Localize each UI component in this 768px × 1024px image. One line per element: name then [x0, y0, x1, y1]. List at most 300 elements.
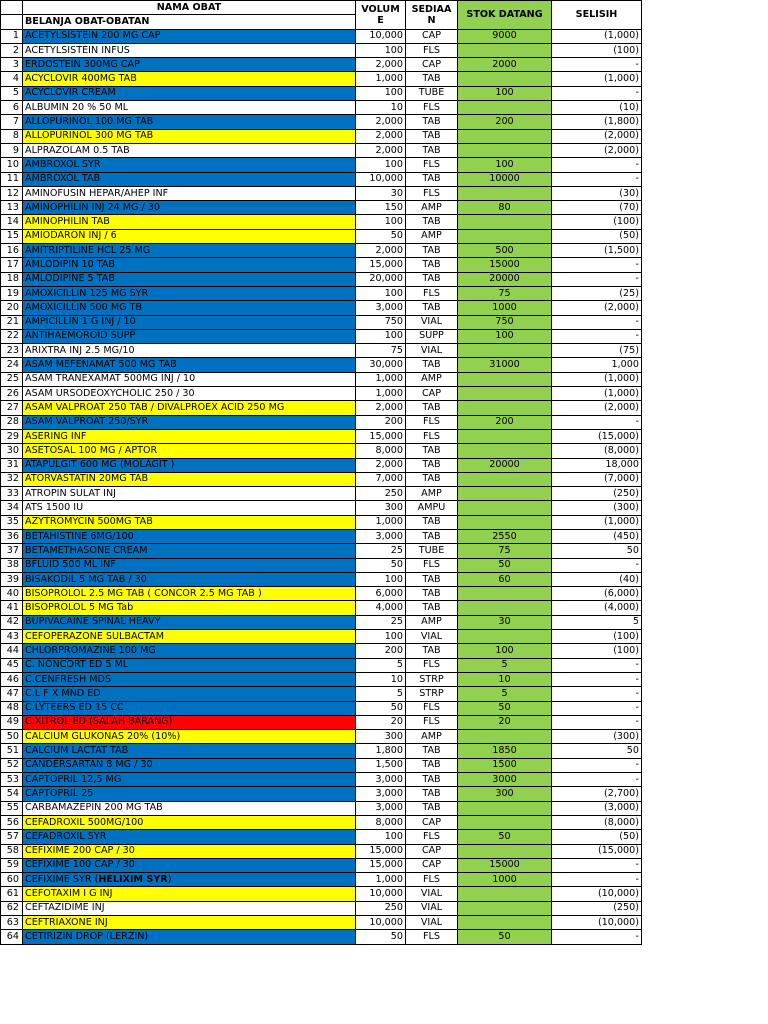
drug-name-cell[interactable]: CEFIXIME 200 CAP / 30 — [23, 844, 356, 858]
volume-cell[interactable]: 6,000 — [356, 587, 406, 601]
row-number-cell[interactable]: 20 — [1, 301, 23, 315]
drug-name-cell[interactable]: ALLOPURINOL 300 MG TAB — [23, 129, 356, 143]
volume-cell[interactable]: 1,500 — [356, 758, 406, 772]
header-nama-obat[interactable]: NAMA OBAT — [23, 1, 356, 15]
stok-datang-cell[interactable]: 15000 — [458, 258, 552, 272]
stok-datang-cell[interactable]: 10000 — [458, 172, 552, 186]
drug-name-cell[interactable]: ASAM VALPROAT 250/SYR — [23, 415, 356, 429]
selisih-cell[interactable]: (1,500) — [552, 244, 642, 258]
volume-cell[interactable]: 10,000 — [356, 916, 406, 930]
volume-cell[interactable]: 2,000 — [356, 58, 406, 72]
row-number-cell[interactable]: 61 — [1, 887, 23, 901]
selisih-cell[interactable]: - — [552, 687, 642, 701]
volume-cell[interactable]: 1,000 — [356, 387, 406, 401]
row-number-cell[interactable]: 40 — [1, 587, 23, 601]
stok-datang-cell[interactable] — [458, 401, 552, 415]
selisih-cell[interactable]: (70) — [552, 201, 642, 215]
drug-name-cell[interactable]: ASAM URSODEOXYCHOLIC 250 / 30 — [23, 387, 356, 401]
volume-cell[interactable]: 25 — [356, 615, 406, 629]
row-number-cell[interactable]: 52 — [1, 758, 23, 772]
drug-name-cell[interactable]: ARIXTRA INJ 2.5 MG/10 — [23, 344, 356, 358]
sediaan-cell[interactable]: TAB — [406, 143, 458, 157]
row-number-cell[interactable]: 50 — [1, 730, 23, 744]
stok-datang-cell[interactable]: 1500 — [458, 758, 552, 772]
selisih-cell[interactable]: (3,000) — [552, 801, 642, 815]
stok-datang-cell[interactable] — [458, 429, 552, 443]
row-number-cell[interactable]: 64 — [1, 930, 23, 944]
drug-name-cell[interactable]: ATAPULGIT 600 MG (MOLAGIT ) — [23, 458, 356, 472]
volume-cell[interactable]: 100 — [356, 86, 406, 100]
stok-datang-cell[interactable]: 30 — [458, 615, 552, 629]
volume-cell[interactable]: 15,000 — [356, 429, 406, 443]
row-number-cell[interactable]: 59 — [1, 858, 23, 872]
volume-cell[interactable]: 10 — [356, 101, 406, 115]
row-number-cell[interactable]: 12 — [1, 186, 23, 200]
row-number-cell[interactable]: 31 — [1, 458, 23, 472]
sediaan-cell[interactable]: FLS — [406, 930, 458, 944]
stok-datang-cell[interactable]: 60 — [458, 572, 552, 586]
row-number-cell[interactable]: 43 — [1, 630, 23, 644]
sediaan-cell[interactable]: CAP — [406, 387, 458, 401]
drug-name-cell[interactable]: ASERING INF — [23, 429, 356, 443]
selisih-cell[interactable]: (300) — [552, 730, 642, 744]
volume-cell[interactable]: 20 — [356, 715, 406, 729]
row-number-cell[interactable]: 48 — [1, 701, 23, 715]
stok-datang-cell[interactable] — [458, 444, 552, 458]
stok-datang-cell[interactable] — [458, 72, 552, 86]
sediaan-cell[interactable]: FLS — [406, 558, 458, 572]
volume-cell[interactable]: 100 — [356, 43, 406, 57]
stok-datang-cell[interactable]: 100 — [458, 644, 552, 658]
sediaan-cell[interactable]: FLS — [406, 429, 458, 443]
volume-cell[interactable]: 10,000 — [356, 172, 406, 186]
sediaan-cell[interactable]: SUPP — [406, 329, 458, 343]
sediaan-cell[interactable]: TAB — [406, 244, 458, 258]
stok-datang-cell[interactable]: 3000 — [458, 773, 552, 787]
sediaan-cell[interactable]: TAB — [406, 744, 458, 758]
drug-name-cell[interactable]: AMPICILLIN 1 G INJ / 10 — [23, 315, 356, 329]
selisih-cell[interactable]: - — [552, 329, 642, 343]
drug-name-cell[interactable]: ACYCLOVIR 400MG TAB — [23, 72, 356, 86]
row-number-cell[interactable]: 25 — [1, 372, 23, 386]
sediaan-cell[interactable]: FLS — [406, 415, 458, 429]
drug-name-cell[interactable]: BISOPROLOL 5 MG Tab — [23, 601, 356, 615]
row-number-cell[interactable]: 7 — [1, 115, 23, 129]
selisih-cell[interactable]: - — [552, 672, 642, 686]
row-number-cell[interactable]: 54 — [1, 787, 23, 801]
drug-name-cell[interactable]: C.L F X MND ED — [23, 687, 356, 701]
sediaan-cell[interactable]: VIAL — [406, 916, 458, 930]
selisih-cell[interactable]: (2,000) — [552, 301, 642, 315]
selisih-cell[interactable]: (1,000) — [552, 515, 642, 529]
row-number-cell[interactable]: 2 — [1, 43, 23, 57]
drug-name-cell[interactable]: BETAMETHASONE CREAM — [23, 544, 356, 558]
row-number-cell[interactable]: 39 — [1, 572, 23, 586]
volume-cell[interactable]: 100 — [356, 572, 406, 586]
drug-name-cell[interactable]: ALPRAZOLAM 0.5 TAB — [23, 143, 356, 157]
row-number-cell[interactable]: 6 — [1, 101, 23, 115]
stok-datang-cell[interactable] — [458, 815, 552, 829]
selisih-cell[interactable]: - — [552, 415, 642, 429]
row-number-cell[interactable]: 4 — [1, 72, 23, 86]
volume-cell[interactable]: 100 — [356, 329, 406, 343]
volume-cell[interactable]: 750 — [356, 315, 406, 329]
volume-cell[interactable]: 2,000 — [356, 458, 406, 472]
row-number-cell[interactable]: 29 — [1, 429, 23, 443]
sediaan-cell[interactable]: VIAL — [406, 887, 458, 901]
drug-name-cell[interactable]: ASETOSAL 100 MG / APTOR — [23, 444, 356, 458]
volume-cell[interactable]: 3,000 — [356, 301, 406, 315]
volume-cell[interactable]: 100 — [356, 286, 406, 300]
sediaan-cell[interactable]: VIAL — [406, 315, 458, 329]
row-number-cell[interactable]: 57 — [1, 830, 23, 844]
volume-cell[interactable]: 1,000 — [356, 72, 406, 86]
drug-name-cell[interactable]: CALCIUM LACTAT TAB — [23, 744, 356, 758]
sediaan-cell[interactable]: FLS — [406, 158, 458, 172]
sediaan-cell[interactable]: TAB — [406, 272, 458, 286]
sediaan-cell[interactable]: CAP — [406, 29, 458, 43]
sediaan-cell[interactable]: AMP — [406, 615, 458, 629]
selisih-cell[interactable]: (1,000) — [552, 387, 642, 401]
row-number-cell[interactable]: 62 — [1, 901, 23, 915]
drug-name-cell[interactable]: BISAKODIL 5 MG TAB / 30 — [23, 572, 356, 586]
drug-name-cell[interactable]: AMOXICILLIN 125 MG SYR — [23, 286, 356, 300]
sediaan-cell[interactable]: FLS — [406, 830, 458, 844]
sediaan-cell[interactable]: STRP — [406, 672, 458, 686]
selisih-cell[interactable]: (10) — [552, 101, 642, 115]
volume-cell[interactable]: 25 — [356, 544, 406, 558]
stok-datang-cell[interactable] — [458, 844, 552, 858]
stok-datang-cell[interactable] — [458, 43, 552, 57]
sediaan-cell[interactable]: TAB — [406, 773, 458, 787]
stok-datang-cell[interactable]: 20000 — [458, 272, 552, 286]
stok-datang-cell[interactable]: 300 — [458, 787, 552, 801]
selisih-cell[interactable]: (100) — [552, 630, 642, 644]
drug-name-cell[interactable]: AMBROXOL TAB — [23, 172, 356, 186]
row-number-cell[interactable]: 23 — [1, 344, 23, 358]
volume-cell[interactable]: 1,000 — [356, 873, 406, 887]
stok-datang-cell[interactable]: 500 — [458, 244, 552, 258]
stok-datang-cell[interactable] — [458, 215, 552, 229]
drug-name-cell[interactable]: ACETYLSISTEIN 200 MG CAP — [23, 29, 356, 43]
stok-datang-cell[interactable]: 15000 — [458, 858, 552, 872]
drug-name-cell[interactable]: ATS 1500 IU — [23, 501, 356, 515]
sediaan-cell[interactable]: TAB — [406, 587, 458, 601]
drug-name-cell[interactable]: ALLOPURINOL 100 MG TAB — [23, 115, 356, 129]
drug-name-cell[interactable]: C.LYTEERS ED 15 CC — [23, 701, 356, 715]
volume-cell[interactable]: 15,000 — [356, 844, 406, 858]
stok-datang-cell[interactable]: 5 — [458, 687, 552, 701]
volume-cell[interactable]: 50 — [356, 558, 406, 572]
sediaan-cell[interactable]: FLS — [406, 873, 458, 887]
sediaan-cell[interactable]: VIAL — [406, 901, 458, 915]
row-number-cell[interactable]: 16 — [1, 244, 23, 258]
stok-datang-cell[interactable]: 100 — [458, 329, 552, 343]
stok-datang-cell[interactable]: 200 — [458, 115, 552, 129]
volume-cell[interactable]: 100 — [356, 158, 406, 172]
sediaan-cell[interactable]: CAP — [406, 58, 458, 72]
volume-cell[interactable]: 1,000 — [356, 372, 406, 386]
drug-name-cell[interactable]: ERDOSTEIN 300MG CAP — [23, 58, 356, 72]
selisih-cell[interactable]: 1,000 — [552, 358, 642, 372]
drug-name-cell[interactable]: C.XITROL ED (SALAH BARANG) — [23, 715, 356, 729]
sediaan-cell[interactable]: AMP — [406, 201, 458, 215]
selisih-cell[interactable]: - — [552, 558, 642, 572]
sediaan-cell[interactable]: AMP — [406, 372, 458, 386]
sediaan-cell[interactable]: CAP — [406, 844, 458, 858]
sediaan-cell[interactable]: TAB — [406, 458, 458, 472]
sediaan-cell[interactable]: FLS — [406, 43, 458, 57]
stok-datang-cell[interactable]: 75 — [458, 286, 552, 300]
stok-datang-cell[interactable]: 2550 — [458, 529, 552, 543]
drug-name-cell[interactable]: ACYCLOVIR CREAM — [23, 86, 356, 100]
stok-datang-cell[interactable]: 100 — [458, 86, 552, 100]
selisih-cell[interactable]: (7,000) — [552, 472, 642, 486]
selisih-cell[interactable]: (15,000) — [552, 844, 642, 858]
volume-cell[interactable]: 2,000 — [356, 115, 406, 129]
drug-name-cell[interactable]: CETIRIZIN DROP (LERZIN) — [23, 930, 356, 944]
stok-datang-cell[interactable]: 10 — [458, 672, 552, 686]
volume-cell[interactable]: 50 — [356, 930, 406, 944]
selisih-cell[interactable]: - — [552, 758, 642, 772]
row-number-cell[interactable]: 13 — [1, 201, 23, 215]
sediaan-cell[interactable]: TAB — [406, 215, 458, 229]
stok-datang-cell[interactable] — [458, 601, 552, 615]
volume-cell[interactable]: 30,000 — [356, 358, 406, 372]
row-number-cell[interactable]: 5 — [1, 86, 23, 100]
selisih-cell[interactable]: - — [552, 873, 642, 887]
drug-name-cell[interactable]: ASAM TRANEXAMAT 500MG INJ / 10 — [23, 372, 356, 386]
drug-name-cell[interactable]: CEFOTAXIM I G INJ — [23, 887, 356, 901]
row-number-cell[interactable]: 22 — [1, 329, 23, 343]
stok-datang-cell[interactable]: 75 — [458, 544, 552, 558]
sediaan-cell[interactable]: TAB — [406, 515, 458, 529]
drug-name-cell[interactable]: AMLODIPIN 10 TAB — [23, 258, 356, 272]
sediaan-cell[interactable]: CAP — [406, 815, 458, 829]
drug-name-cell[interactable]: BISOPROLOL 2.5 MG TAB ( CONCOR 2.5 MG TAB ) — [23, 587, 356, 601]
drug-name-cell[interactable]: AMOXICILLIN 500 MG TB — [23, 301, 356, 315]
volume-cell[interactable]: 15,000 — [356, 858, 406, 872]
subheader-no-cell[interactable] — [1, 15, 23, 29]
stok-datang-cell[interactable] — [458, 229, 552, 243]
selisih-cell[interactable]: - — [552, 58, 642, 72]
stok-datang-cell[interactable] — [458, 344, 552, 358]
volume-cell[interactable]: 1,000 — [356, 515, 406, 529]
drug-name-cell[interactable]: AZYTROMYCIN 500MG TAB — [23, 515, 356, 529]
header-stok-datang[interactable]: STOK DATANG — [458, 1, 552, 30]
sediaan-cell[interactable]: TAB — [406, 301, 458, 315]
drug-name-cell[interactable]: BFLUID 500 ML INF — [23, 558, 356, 572]
selisih-cell[interactable]: - — [552, 158, 642, 172]
sediaan-cell[interactable]: FLS — [406, 286, 458, 300]
drug-name-cell[interactable]: ATORVASTATIN 20MG TAB — [23, 472, 356, 486]
selisih-cell[interactable]: (250) — [552, 487, 642, 501]
volume-cell[interactable]: 2,000 — [356, 244, 406, 258]
selisih-cell[interactable]: - — [552, 272, 642, 286]
selisih-cell[interactable]: (100) — [552, 215, 642, 229]
selisih-cell[interactable]: - — [552, 858, 642, 872]
selisih-cell[interactable]: (25) — [552, 286, 642, 300]
row-number-cell[interactable]: 32 — [1, 472, 23, 486]
row-number-cell[interactable]: 10 — [1, 158, 23, 172]
drug-name-cell[interactable]: CAPTOPRIL 12,5 MG — [23, 773, 356, 787]
volume-cell[interactable]: 200 — [356, 644, 406, 658]
row-number-cell[interactable]: 46 — [1, 672, 23, 686]
selisih-cell[interactable]: - — [552, 773, 642, 787]
selisih-cell[interactable]: - — [552, 172, 642, 186]
sediaan-cell[interactable]: FLS — [406, 701, 458, 715]
volume-cell[interactable]: 250 — [356, 901, 406, 915]
row-number-cell[interactable]: 38 — [1, 558, 23, 572]
drug-name-cell[interactable]: ALBUMIN 20 % 50 ML — [23, 101, 356, 115]
volume-cell[interactable]: 8,000 — [356, 444, 406, 458]
drug-name-cell[interactable]: C.CENFRESH MDS — [23, 672, 356, 686]
sediaan-cell[interactable]: VIAL — [406, 344, 458, 358]
stok-datang-cell[interactable]: 2000 — [458, 58, 552, 72]
sediaan-cell[interactable]: TAB — [406, 801, 458, 815]
selisih-cell[interactable]: (75) — [552, 344, 642, 358]
volume-cell[interactable]: 2,000 — [356, 143, 406, 157]
stok-datang-cell[interactable] — [458, 129, 552, 143]
sediaan-cell[interactable]: TAB — [406, 115, 458, 129]
selisih-cell[interactable]: (1,000) — [552, 372, 642, 386]
drug-name-cell[interactable]: AMBROXOL SYR — [23, 158, 356, 172]
stok-datang-cell[interactable]: 50 — [458, 558, 552, 572]
selisih-cell[interactable]: (40) — [552, 572, 642, 586]
stok-datang-cell[interactable]: 50 — [458, 701, 552, 715]
row-number-cell[interactable]: 28 — [1, 415, 23, 429]
volume-cell[interactable]: 15,000 — [356, 258, 406, 272]
drug-name-cell[interactable]: CAPTOPRIL 25 — [23, 787, 356, 801]
row-number-cell[interactable]: 11 — [1, 172, 23, 186]
stok-datang-cell[interactable] — [458, 730, 552, 744]
row-number-cell[interactable]: 17 — [1, 258, 23, 272]
selisih-cell[interactable]: (50) — [552, 830, 642, 844]
stok-datang-cell[interactable]: 80 — [458, 201, 552, 215]
sediaan-cell[interactable]: AMP — [406, 229, 458, 243]
header-sediaan[interactable]: SEDIAA N — [406, 1, 458, 30]
sediaan-cell[interactable]: TAB — [406, 258, 458, 272]
row-number-cell[interactable]: 45 — [1, 658, 23, 672]
drug-name-cell[interactable]: CHLORPROMAZINE 100 MG — [23, 644, 356, 658]
volume-cell[interactable]: 1,800 — [356, 744, 406, 758]
selisih-cell[interactable]: (2,000) — [552, 401, 642, 415]
stok-datang-cell[interactable] — [458, 101, 552, 115]
drug-name-cell[interactable]: AMITRIPTILINE HCL 25 MG — [23, 244, 356, 258]
volume-cell[interactable]: 150 — [356, 201, 406, 215]
stok-datang-cell[interactable]: 20000 — [458, 458, 552, 472]
drug-name-cell[interactable]: AMIODARON INJ / 6 — [23, 229, 356, 243]
row-number-cell[interactable]: 1 — [1, 29, 23, 43]
stok-datang-cell[interactable]: 200 — [458, 415, 552, 429]
row-number-cell[interactable]: 24 — [1, 358, 23, 372]
sediaan-cell[interactable]: TAB — [406, 787, 458, 801]
selisih-cell[interactable]: - — [552, 658, 642, 672]
selisih-cell[interactable]: (15,000) — [552, 429, 642, 443]
selisih-cell[interactable]: - — [552, 86, 642, 100]
volume-cell[interactable]: 100 — [356, 830, 406, 844]
volume-cell[interactable]: 10 — [356, 672, 406, 686]
sediaan-cell[interactable]: TAB — [406, 72, 458, 86]
sediaan-cell[interactable]: AMPU — [406, 501, 458, 515]
volume-cell[interactable]: 100 — [356, 630, 406, 644]
stok-datang-cell[interactable]: 5 — [458, 658, 552, 672]
drug-name-cell[interactable]: ASAM MEFENAMAT 500 MG TAB — [23, 358, 356, 372]
row-number-cell[interactable]: 15 — [1, 229, 23, 243]
sediaan-cell[interactable]: TAB — [406, 172, 458, 186]
header-no-cell[interactable] — [1, 1, 23, 15]
selisih-cell[interactable]: (4,000) — [552, 601, 642, 615]
sediaan-cell[interactable]: TAB — [406, 129, 458, 143]
row-number-cell[interactable]: 34 — [1, 501, 23, 515]
drug-name-cell[interactable]: AMLODIPINE 5 TAB — [23, 272, 356, 286]
selisih-cell[interactable]: (50) — [552, 229, 642, 243]
selisih-cell[interactable]: 18,000 — [552, 458, 642, 472]
selisih-cell[interactable]: (300) — [552, 501, 642, 515]
stok-datang-cell[interactable] — [458, 472, 552, 486]
stok-datang-cell[interactable] — [458, 186, 552, 200]
drug-name-cell[interactable]: BUPIVACAINE SPINAL HEAVY — [23, 615, 356, 629]
selisih-cell[interactable]: (2,700) — [552, 787, 642, 801]
selisih-cell[interactable]: (1,000) — [552, 72, 642, 86]
row-number-cell[interactable]: 33 — [1, 487, 23, 501]
selisih-cell[interactable]: (250) — [552, 901, 642, 915]
selisih-cell[interactable]: (30) — [552, 186, 642, 200]
drug-name-cell[interactable]: CEFIXIME 100 CAP / 30 — [23, 858, 356, 872]
row-number-cell[interactable]: 56 — [1, 815, 23, 829]
row-number-cell[interactable]: 14 — [1, 215, 23, 229]
stok-datang-cell[interactable] — [458, 143, 552, 157]
drug-name-cell[interactable]: CANDERSARTAN 8 MG / 30 — [23, 758, 356, 772]
drug-name-cell[interactable]: CEFOPERAZONE SULBACTAM — [23, 630, 356, 644]
stok-datang-cell[interactable] — [458, 630, 552, 644]
sediaan-cell[interactable]: FLS — [406, 715, 458, 729]
sediaan-cell[interactable]: TAB — [406, 572, 458, 586]
volume-cell[interactable]: 75 — [356, 344, 406, 358]
row-number-cell[interactable]: 63 — [1, 916, 23, 930]
selisih-cell[interactable]: - — [552, 315, 642, 329]
drug-name-cell[interactable]: CALCIUM GLUKONAS 20% (10%) — [23, 730, 356, 744]
row-number-cell[interactable]: 18 — [1, 272, 23, 286]
sediaan-cell[interactable]: VIAL — [406, 630, 458, 644]
stok-datang-cell[interactable] — [458, 901, 552, 915]
stok-datang-cell[interactable]: 50 — [458, 830, 552, 844]
drug-name-cell[interactable]: ANTIHAEMOROID SUPP — [23, 329, 356, 343]
sediaan-cell[interactable]: TAB — [406, 444, 458, 458]
row-number-cell[interactable]: 26 — [1, 387, 23, 401]
volume-cell[interactable]: 3,000 — [356, 801, 406, 815]
volume-cell[interactable]: 7,000 — [356, 472, 406, 486]
stok-datang-cell[interactable] — [458, 587, 552, 601]
volume-cell[interactable]: 30 — [356, 186, 406, 200]
selisih-cell[interactable]: 50 — [552, 544, 642, 558]
volume-cell[interactable]: 3,000 — [356, 787, 406, 801]
row-number-cell[interactable]: 49 — [1, 715, 23, 729]
sediaan-cell[interactable]: TAB — [406, 529, 458, 543]
row-number-cell[interactable]: 42 — [1, 615, 23, 629]
row-number-cell[interactable]: 55 — [1, 801, 23, 815]
drug-name-cell[interactable]: AMINOPHILIN INJ 24 MG / 30 — [23, 201, 356, 215]
drug-name-cell[interactable]: ASAM VALPROAT 250 TAB / DIVALPROEX ACID 250 MG — [23, 401, 356, 415]
row-number-cell[interactable]: 30 — [1, 444, 23, 458]
selisih-cell[interactable]: (450) — [552, 529, 642, 543]
sediaan-cell[interactable]: TAB — [406, 644, 458, 658]
drug-name-cell[interactable]: CEFADROXIL 500MG/100 — [23, 815, 356, 829]
selisih-cell[interactable]: 50 — [552, 744, 642, 758]
volume-cell[interactable]: 300 — [356, 730, 406, 744]
volume-cell[interactable]: 4,000 — [356, 601, 406, 615]
selisih-cell[interactable]: - — [552, 930, 642, 944]
